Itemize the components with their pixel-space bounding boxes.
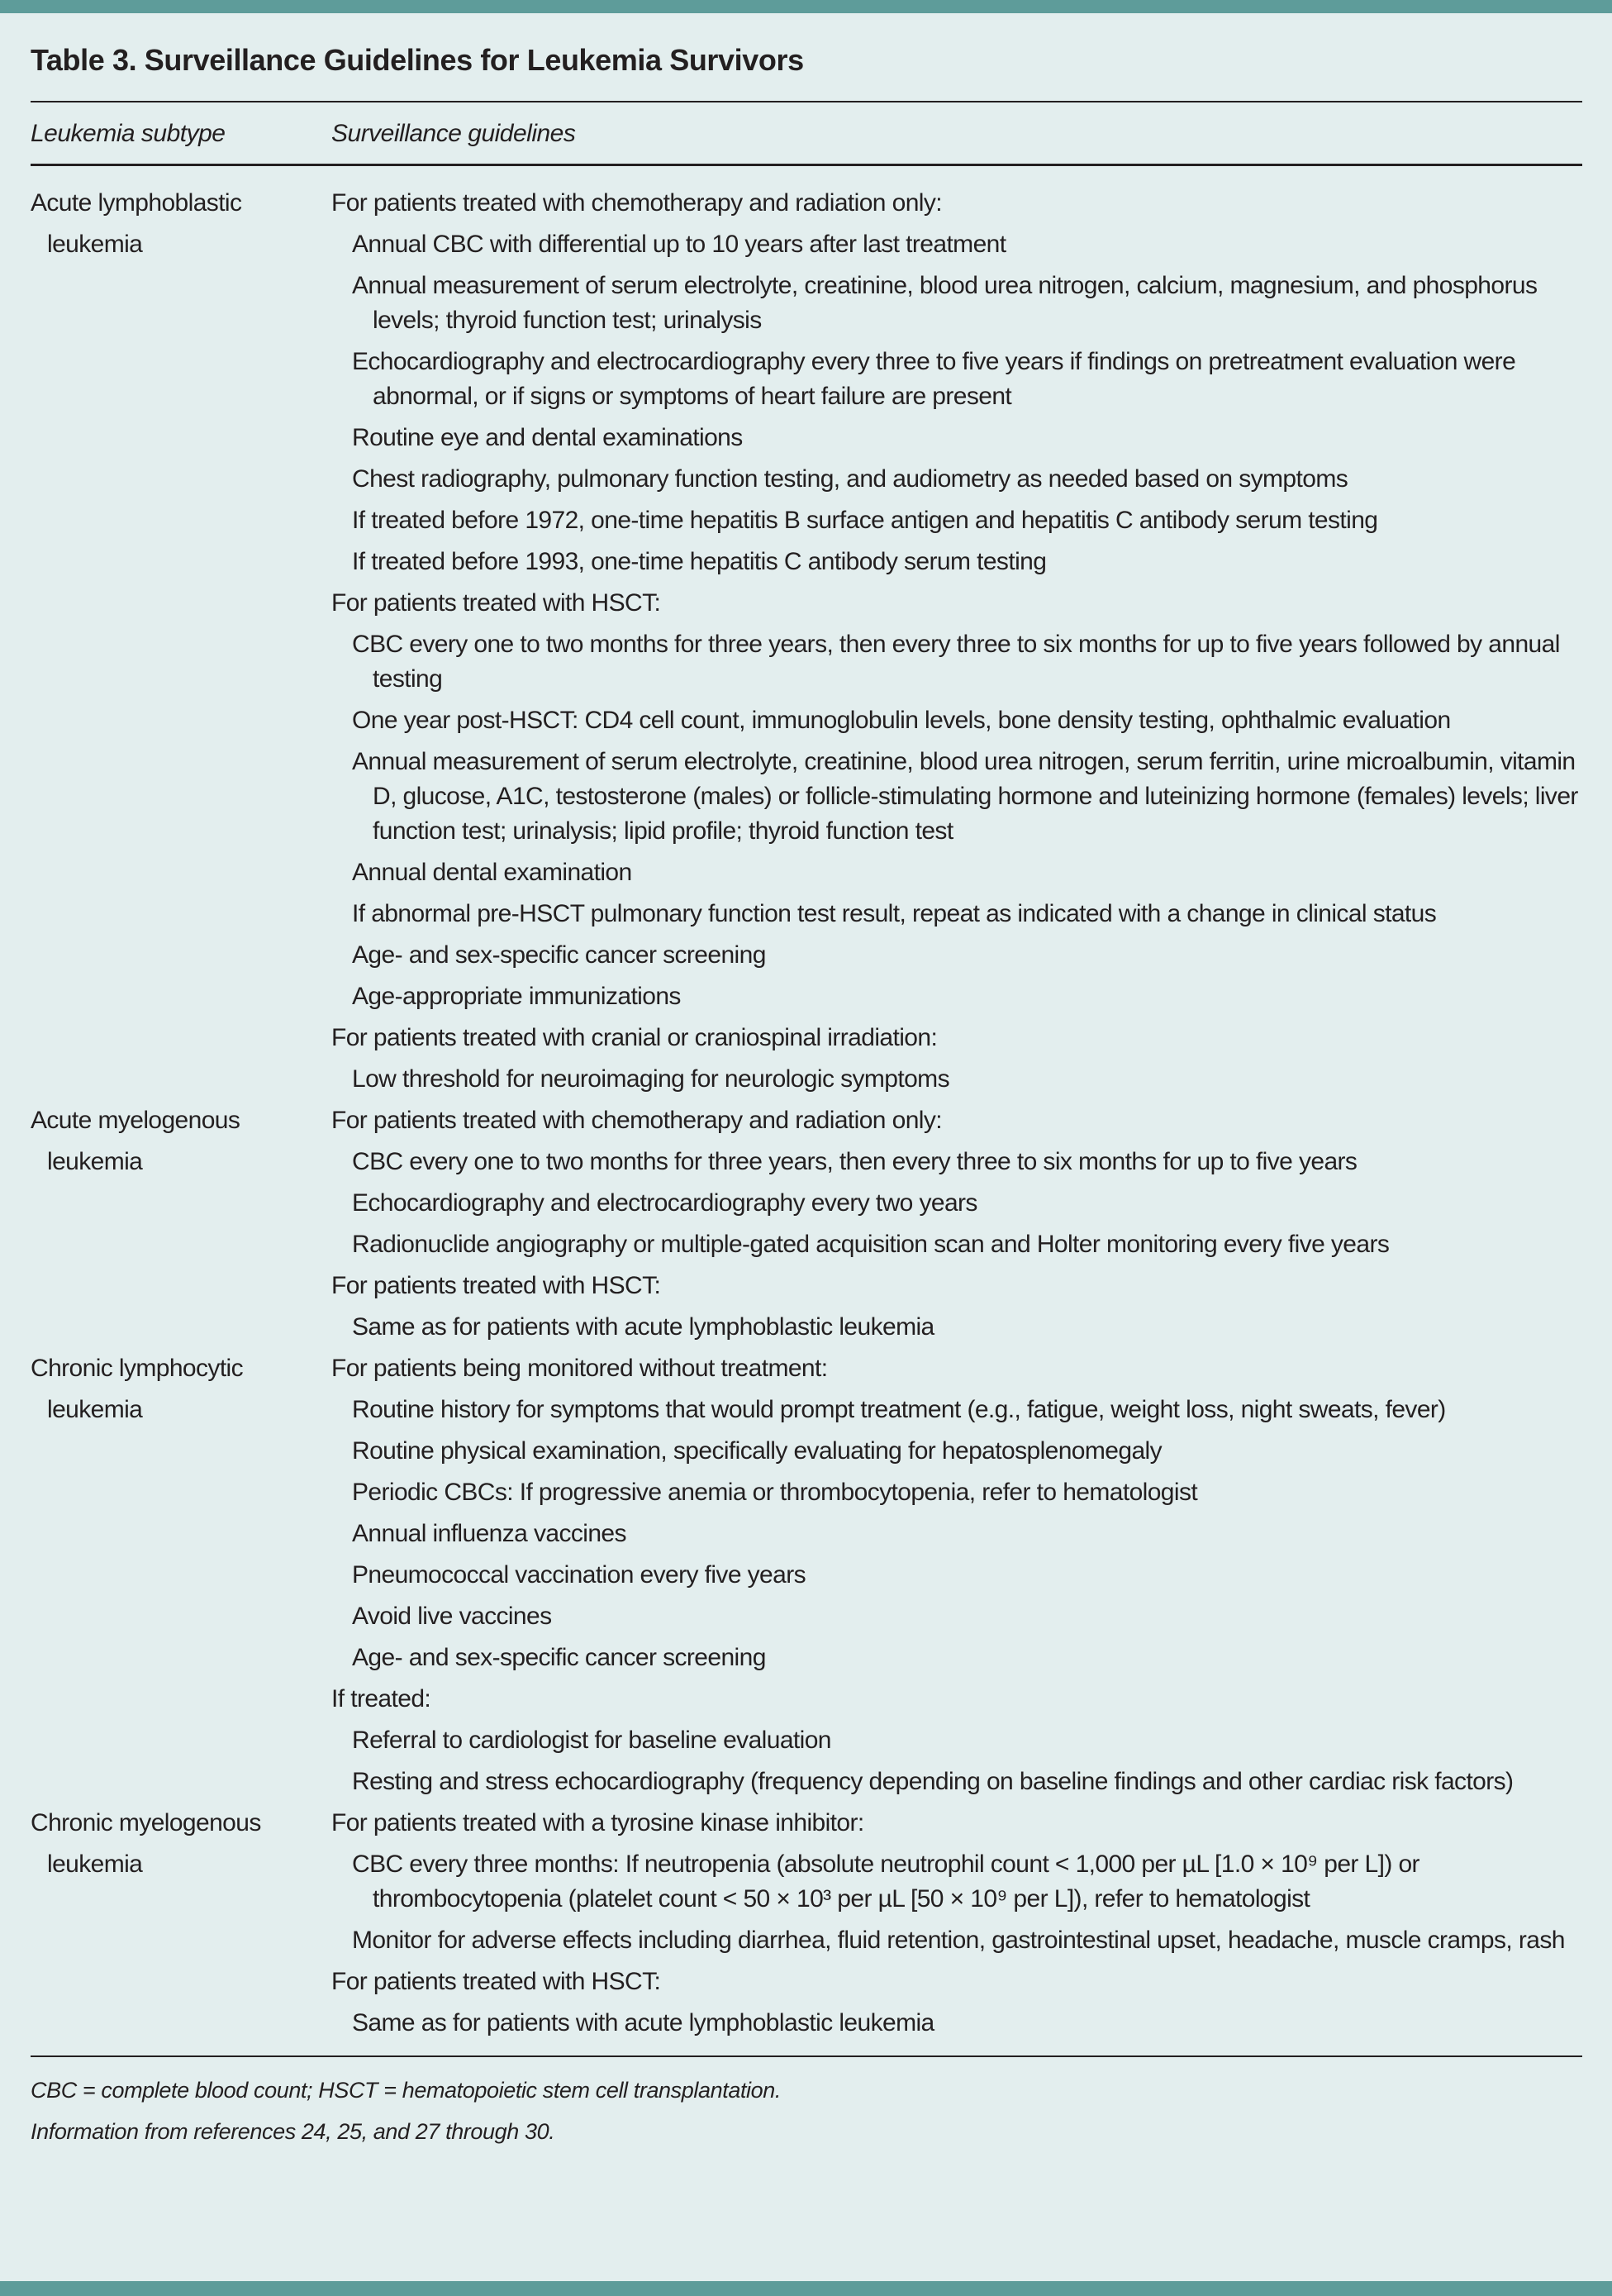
guideline-item-text: Age-appropriate immunizations	[352, 983, 681, 1010]
table-row	[31, 1100, 1582, 1348]
guideline-item	[331, 2003, 1582, 2044]
table-row	[31, 1803, 1582, 2044]
guideline-item-text: Referral to cardiologist for baseline evaluation	[352, 1727, 831, 1754]
leukemia-subtype-cell	[31, 183, 331, 1100]
guideline-item-text: Radionuclide angiography or multiple-gated acquisition scan and Holter monitoring every five years	[352, 1231, 1390, 1258]
guideline-item	[331, 1844, 1582, 1920]
guideline-item	[331, 1307, 1582, 1348]
guideline-item-text: One year post-HSCT: CD4 cell count, immunoglobulin levels, bone density testing, ophthalmic evaluation	[352, 707, 1451, 734]
guideline-item	[331, 852, 1582, 893]
guideline-section-heading: For patients being monitored without treatment:	[331, 1355, 828, 1382]
guideline-item-text: Monitor for adverse effects including diarrhea, fluid retention, gastrointestinal upset, headache, muscle cramps, rash	[352, 1927, 1565, 1954]
guideline-item-text: Routine physical examination, specifically evaluating for hepatosplenomegaly	[352, 1437, 1162, 1465]
footnote-references: Information from references 24, 25, and 27 through 30.	[31, 2119, 555, 2144]
guideline-item	[331, 1224, 1582, 1265]
table-header-row	[31, 102, 1582, 164]
subtype-text: leukemia	[47, 1851, 143, 1878]
top-accent-bar	[0, 0, 1612, 13]
guideline-section-heading: For patients treated with HSCT:	[331, 1968, 661, 1995]
guideline-item-text: Annual CBC with differential up to 10 years after last treatment	[352, 231, 1006, 258]
guideline-section-heading: For patients treated with HSCT:	[331, 1272, 661, 1299]
guideline-item	[331, 935, 1582, 976]
table-row	[31, 1348, 1582, 1803]
guidelines-cell	[331, 183, 1582, 1100]
guideline-item-text: Routine history for symptoms that would prompt treatment (e.g., fatigue, weight loss, night sweats, fever)	[352, 1396, 1446, 1423]
guideline-section-heading: For patients treated with cranial or craniospinal irradiation:	[331, 1024, 938, 1051]
guideline-item	[331, 1920, 1582, 1961]
guideline-item	[331, 1761, 1582, 1803]
guideline-item-text: CBC every one to two months for three years, then every three to six months for up to five years	[352, 1148, 1358, 1175]
guideline-item-text: Chest radiography, pulmonary function testing, and audiometry as needed based on symptoms	[352, 465, 1348, 493]
guideline-item-text: Low threshold for neuroimaging for neurologic symptoms	[352, 1065, 949, 1093]
guideline-item	[331, 224, 1582, 265]
guideline-item-text: If treated before 1972, one-time hepatitis B surface antigen and hepatitis C antibody serum testing	[352, 507, 1378, 534]
guideline-item	[331, 1431, 1582, 1472]
guideline-item-text: If treated before 1993, one-time hepatitis C antibody serum testing	[352, 548, 1047, 575]
table-title: Table 3. Surveillance Guidelines for Leukemia Survivors	[31, 43, 804, 77]
guideline-item	[331, 417, 1582, 459]
guideline-item-text: If abnormal pre-HSCT pulmonary function test result, repeat as indicated with a change in clinical status	[352, 900, 1437, 927]
guideline-section-heading: For patients treated with chemotherapy and radiation only:	[331, 189, 942, 217]
guideline-section-heading: For patients treated with a tyrosine kinase inhibitor:	[331, 1809, 864, 1836]
guideline-item-text: Periodic CBCs: If progressive anemia or thrombocytopenia, refer to hematologist	[352, 1479, 1198, 1506]
guideline-item	[331, 541, 1582, 583]
subtype-text: Chronic lymphocytic	[31, 1355, 244, 1382]
subtype-text: leukemia	[47, 1148, 143, 1175]
guideline-item-text: Echocardiography and electrocardiography every three to five years if findings on pretreatment evaluation were abnormal, or if signs or symptoms of heart failure are present	[352, 348, 1516, 410]
guidelines-cell	[331, 1803, 1582, 2044]
guideline-item	[331, 500, 1582, 541]
guideline-item	[331, 341, 1582, 417]
column-header-guidelines: Surveillance guidelines	[331, 120, 576, 147]
guideline-item-text: Resting and stress echocardiography (frequency depending on baseline findings and other cardiac risk factors)	[352, 1768, 1514, 1795]
guideline-item-text: Annual influenza vaccines	[352, 1520, 626, 1547]
guideline-item	[331, 1596, 1582, 1637]
guideline-item	[331, 1389, 1582, 1431]
subtype-text: Acute myelogenous	[31, 1107, 240, 1134]
guideline-section-heading: For patients treated with chemotherapy and radiation only:	[331, 1107, 942, 1134]
guideline-item-text: CBC every three months: If neutropenia (absolute neutrophil count < 1,000 per µL [1.0 × 10⁹ per L]) or thrombocytopenia (platelet count < 50 × 10³ per µL [50 × 10⁹ per L]), refer to hematologist	[352, 1851, 1419, 1913]
footer-divider	[31, 2055, 1582, 2057]
guideline-item	[331, 1141, 1582, 1183]
guideline-item-text: Pneumococcal vaccination every five years	[352, 1561, 806, 1589]
guideline-item-text: Same as for patients with acute lymphoblastic leukemia	[352, 2009, 934, 2036]
table-footnotes	[31, 2075, 1582, 2146]
guideline-item	[331, 265, 1582, 341]
guideline-item	[331, 1637, 1582, 1679]
footnote-abbreviations: CBC = complete blood count; HSCT = hematopoietic stem cell transplantation.	[31, 2078, 781, 2103]
leukemia-subtype-cell	[31, 1100, 331, 1348]
subtype-text: Chronic myelogenous	[31, 1809, 261, 1836]
guideline-item-text: Same as for patients with acute lymphoblastic leukemia	[352, 1313, 934, 1341]
guideline-item-text: Routine eye and dental examinations	[352, 424, 743, 451]
guideline-item-text: Avoid live vaccines	[352, 1603, 552, 1630]
guideline-item-text: CBC every one to two months for three years, then every three to six months for up to five years followed by annual testing	[352, 631, 1560, 693]
column-header-subtype: Leukemia subtype	[31, 120, 226, 147]
guideline-item-text: Annual measurement of serum electrolyte, creatinine, blood urea nitrogen, calcium, magnesium, and phosphorus levels; thyroid function test; urinalysis	[352, 272, 1538, 334]
guidelines-cell	[331, 1100, 1582, 1348]
guideline-item	[331, 459, 1582, 500]
guideline-item-text: Age- and sex-specific cancer screening	[352, 1644, 766, 1671]
guideline-item-text: Age- and sex-specific cancer screening	[352, 941, 766, 969]
bottom-accent-bar	[0, 2281, 1612, 2296]
guideline-item	[331, 1472, 1582, 1513]
guideline-item	[331, 1059, 1582, 1100]
guideline-item	[331, 1720, 1582, 1761]
guideline-section-heading: If treated:	[331, 1685, 431, 1712]
subtype-text: leukemia	[47, 1396, 143, 1423]
guideline-item-text: Echocardiography and electrocardiography every two years	[352, 1189, 977, 1217]
table-container	[31, 33, 1582, 2146]
guideline-item	[331, 976, 1582, 1017]
guideline-item	[331, 1183, 1582, 1224]
table-body	[31, 166, 1582, 2044]
guideline-item	[331, 741, 1582, 852]
guideline-item-text: Annual measurement of serum electrolyte, creatinine, blood urea nitrogen, serum ferritin, urine microalbumin, vitamin D, glucose, A1C, testosterone (males) or follicle-stimulating hormone and luteinizing hormone (females) levels; liver function test; urinalysis; lipid profile; thyroid function test	[352, 748, 1578, 845]
guideline-item-text: Annual dental examination	[352, 859, 632, 886]
guidelines-cell	[331, 1348, 1582, 1803]
guideline-item	[331, 624, 1582, 700]
guideline-section-heading: For patients treated with HSCT:	[331, 589, 661, 617]
subtype-text: leukemia	[47, 231, 143, 258]
guideline-item	[331, 700, 1582, 741]
table-row	[31, 183, 1582, 1100]
subtype-text: Acute lymphoblastic	[31, 189, 242, 217]
guideline-item	[331, 1555, 1582, 1596]
guideline-item	[331, 893, 1582, 935]
guideline-item	[331, 1513, 1582, 1555]
leukemia-subtype-cell	[31, 1348, 331, 1803]
leukemia-subtype-cell	[31, 1803, 331, 2044]
